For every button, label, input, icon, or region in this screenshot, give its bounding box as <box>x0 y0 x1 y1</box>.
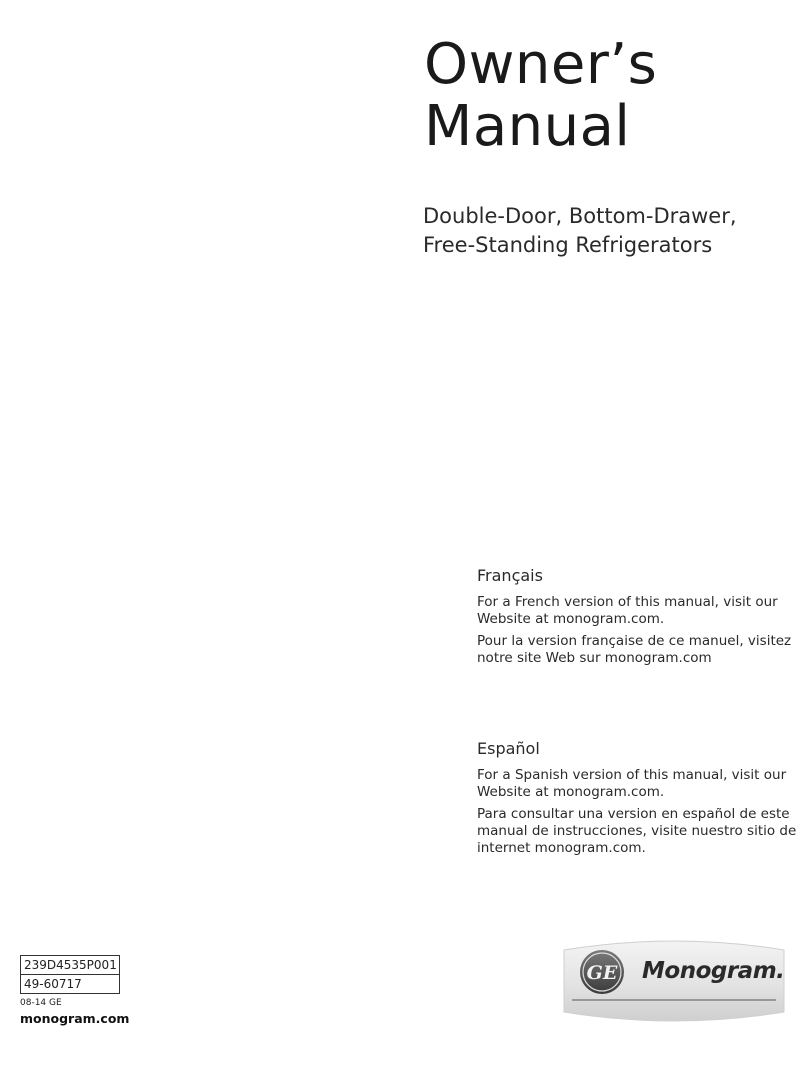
french-french-note: Pour la version française de ce manuel, visitez notre site Web sur monogram.com <box>477 633 792 666</box>
ge-mark-icon <box>580 950 624 994</box>
monogram-brand-text: Monogram. <box>642 958 785 984</box>
spanish-section <box>477 739 797 862</box>
ge-monogram-logo <box>558 934 790 1026</box>
subtitle-line-2: Free-Standing Refrigerators <box>423 233 713 257</box>
document-number: 49-60717 <box>21 974 119 993</box>
spanish-heading: Español <box>477 739 540 758</box>
product-subtitle <box>423 202 737 260</box>
title-line-1: Owner’s <box>424 32 658 97</box>
manual-title <box>424 34 657 158</box>
ge-mark-text: GE <box>586 962 618 984</box>
spanish-english-note: For a Spanish version of this manual, visit our Website at monogram.com. <box>477 767 787 800</box>
part-number: 239D4535P001 <box>24 958 117 972</box>
spanish-spanish-note: Para consultar una version en español de este manual de instrucciones, visite nuestro sitio de internet monogram.com. <box>477 806 797 856</box>
subtitle-line-1: Double-Door, Bottom-Drawer, <box>423 204 737 228</box>
french-heading: Français <box>477 566 543 585</box>
website-link[interactable]: monogram.com <box>20 1011 130 1026</box>
french-section <box>477 566 797 672</box>
french-english-note: For a French version of this manual, visit our Website at monogram.com. <box>477 594 778 627</box>
print-date: 08-14 GE <box>20 998 62 1008</box>
document-codes-box <box>20 955 120 994</box>
title-line-2: Manual <box>424 94 631 159</box>
